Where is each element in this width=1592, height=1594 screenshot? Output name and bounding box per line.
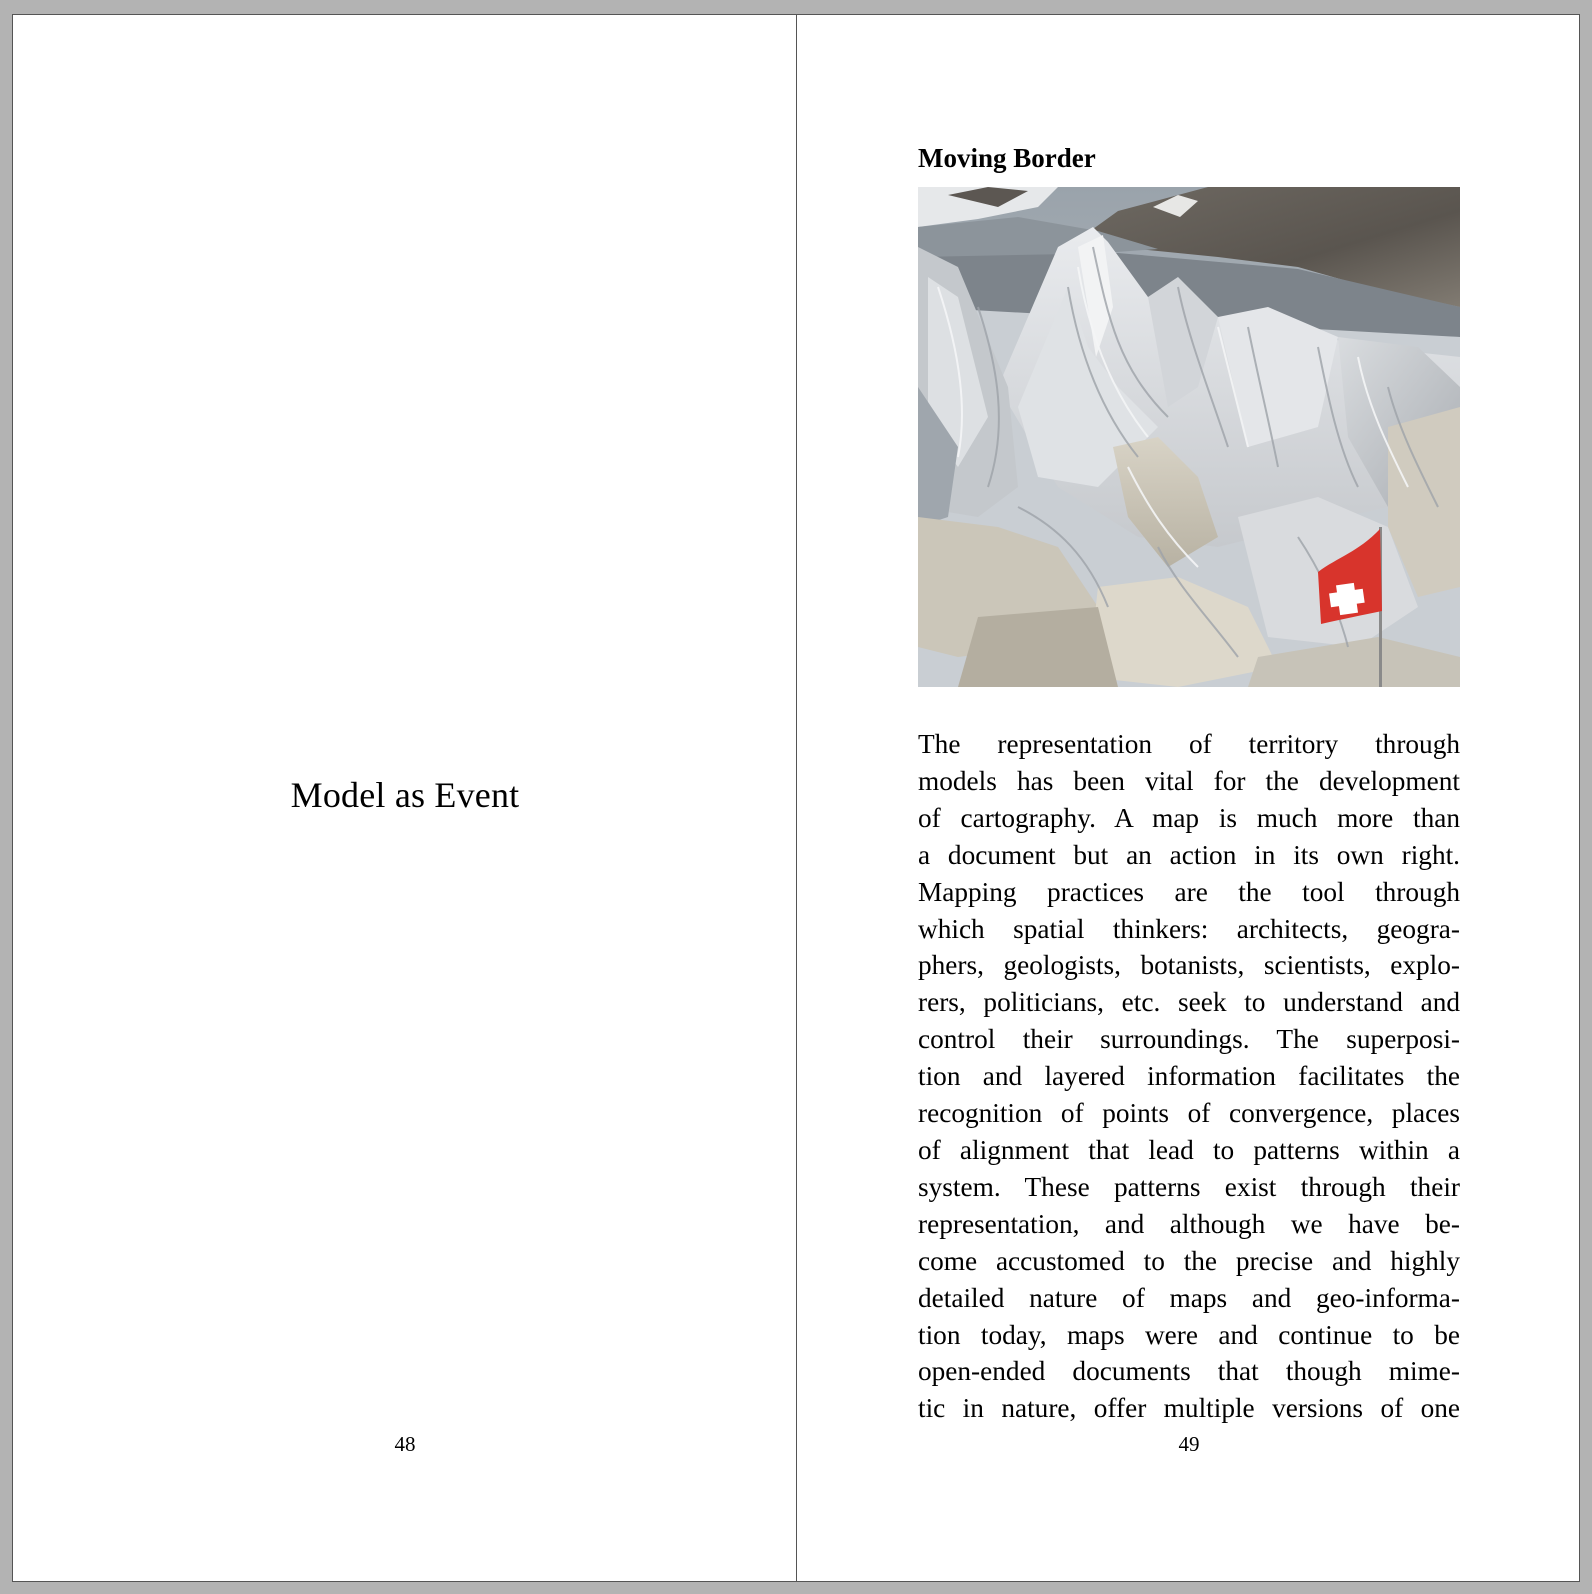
body-line: models has been vital for the development bbox=[918, 765, 1460, 796]
body-line: a document but an action in its own right. bbox=[918, 839, 1460, 870]
body-line: Mapping practices are the tool through bbox=[918, 876, 1460, 907]
body-line: open-ended documents that though mime- bbox=[918, 1356, 1460, 1387]
page-number-left: 48 bbox=[394, 1432, 416, 1456]
body-line: control their surroundings. The superposi- bbox=[918, 1024, 1460, 1055]
right-page bbox=[797, 15, 1581, 1581]
glacier-photo bbox=[918, 187, 1460, 687]
body-line: The representation of territory through bbox=[918, 729, 1460, 759]
left-page bbox=[13, 15, 797, 1581]
book-spread bbox=[12, 14, 1580, 1582]
chapter-title: Model as Event bbox=[290, 775, 520, 815]
page-number-right: 49 bbox=[1178, 1432, 1200, 1456]
body-line: recognition of points of convergence, places bbox=[918, 1098, 1460, 1129]
body-paragraph bbox=[918, 726, 1460, 1427]
body-line: which spatial thinkers: architects, geogra- bbox=[918, 913, 1460, 944]
body-line: phers, geologists, botanists, scientists, explo- bbox=[918, 950, 1460, 981]
body-line: of alignment that lead to patterns within a bbox=[918, 1134, 1460, 1165]
body-line: system. These patterns exist through their bbox=[918, 1171, 1460, 1202]
body-line: representation, and although we have be- bbox=[918, 1208, 1460, 1239]
body-line: come accustomed to the precise and highly bbox=[918, 1245, 1460, 1276]
body-line: tic in nature, offer multiple versions of one bbox=[918, 1393, 1460, 1424]
body-line: tion and layered information facilitates the bbox=[918, 1061, 1460, 1092]
body-line: of cartography. A map is much more than bbox=[918, 802, 1460, 833]
body-line: rers, politicians, etc. seek to understand and bbox=[918, 987, 1460, 1018]
section-title: Moving Border bbox=[918, 143, 1096, 173]
body-line: detailed nature of maps and geo-informa- bbox=[918, 1282, 1460, 1313]
body-line: tion today, maps were and continue to be bbox=[918, 1319, 1460, 1350]
